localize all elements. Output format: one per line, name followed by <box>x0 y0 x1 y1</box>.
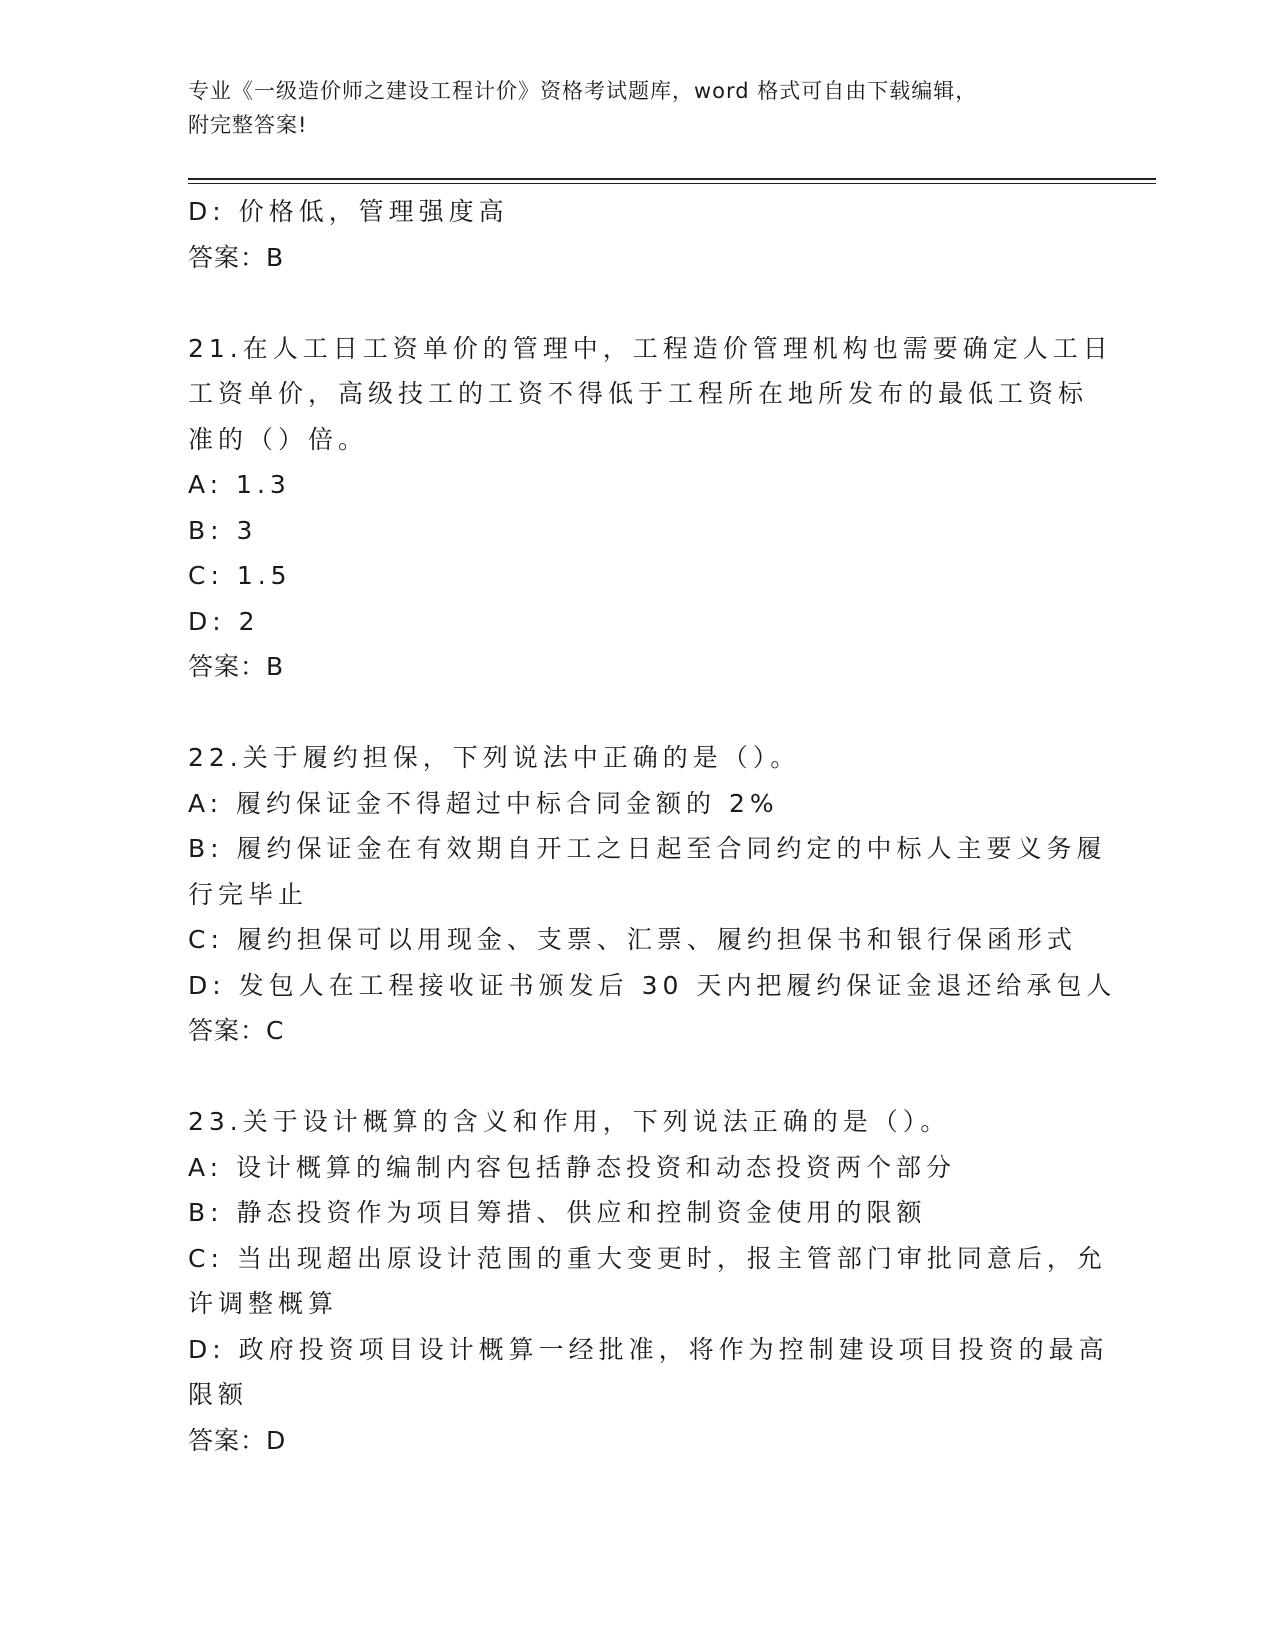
question-23-option-a: A: 设计概算的编制内容包括静态投资和动态投资两个部分 <box>188 1152 957 1182</box>
question-23 <box>188 1099 1109 1463</box>
question-spacer <box>188 280 1078 326</box>
previous-question-option-d: D: 价格低，管理强度高 <box>188 197 509 226</box>
question-22-option-b-line-2: 行完毕止 <box>188 879 309 909</box>
question-content <box>188 189 1117 1463</box>
question-21-answer: 答案：B <box>188 652 285 681</box>
question-22-option-b-line-1: B: 履约保证金在有效期自开工之日起至合同约定的中标人主要义务履 <box>188 834 1107 863</box>
header-divider-thin <box>188 183 1156 184</box>
question-22-option-a: A: 履约保证金不得超过中标合同金额的 2% <box>188 788 779 818</box>
question-23-stem-line-1: 23.关于设计概算的含义和作用，下列说法正确的是（）。 <box>188 1107 951 1136</box>
question-spacer <box>188 690 1078 736</box>
document-header <box>188 74 1068 142</box>
question-23-option-c-line-1: C: 当出现超出原设计范围的重大变更时，报主管部门审批同意后，允 <box>188 1243 1107 1273</box>
question-22-stem-line-1: 22.关于履约担保，下列说法中正确的是（）。 <box>188 743 801 772</box>
question-23-option-d-line-2: 限额 <box>188 1380 249 1409</box>
header-line-2: 附完整答案! <box>188 113 308 137</box>
question-21-stem-line-2: 工资单价，高级技工的工资不得低于工程所在地所发布的最低工资标 <box>188 379 1089 408</box>
question-21-stem-line-3: 准的（）倍。 <box>188 424 369 454</box>
question-22-answer: 答案：C <box>188 1016 285 1045</box>
question-22-option-d: D: 发包人在工程接收证书颁发后 30 天内把履约保证金退还给承包人 <box>188 970 1117 1000</box>
question-spacer <box>188 1054 1078 1100</box>
header-line-1: 专业《一级造价师之建设工程计价》资格考试题库，word 格式可自由下载编辑， <box>188 79 978 103</box>
question-23-answer: 答案：D <box>188 1425 287 1455</box>
question-21-option-d: D: 2 <box>188 606 260 636</box>
question-21-option-a: A: 1.3 <box>188 470 291 499</box>
question-21 <box>188 326 1113 690</box>
header-divider-thick <box>188 178 1156 180</box>
question-23-option-c-line-2: 许调整概算 <box>188 1289 339 1318</box>
question-22 <box>188 735 1117 1054</box>
question-23-option-d-line-1: D: 政府投资项目设计概算一经批准，将作为控制建设项目投资的最高 <box>188 1334 1109 1364</box>
question-22-option-c: C: 履约担保可以用现金、支票、汇票、履约担保书和银行保函形式 <box>188 925 1077 954</box>
previous-question-answer: 答案：B <box>188 242 285 272</box>
question-21-option-b: B: 3 <box>188 515 258 545</box>
question-21-stem-line-1: 21.在人工日工资单价的管理中，工程造价管理机构也需要确定人工日 <box>188 333 1113 363</box>
question-21-option-c: C: 1.5 <box>188 561 292 590</box>
question-23-option-b: B: 静态投资作为项目筹措、供应和控制资金使用的限额 <box>188 1198 927 1227</box>
